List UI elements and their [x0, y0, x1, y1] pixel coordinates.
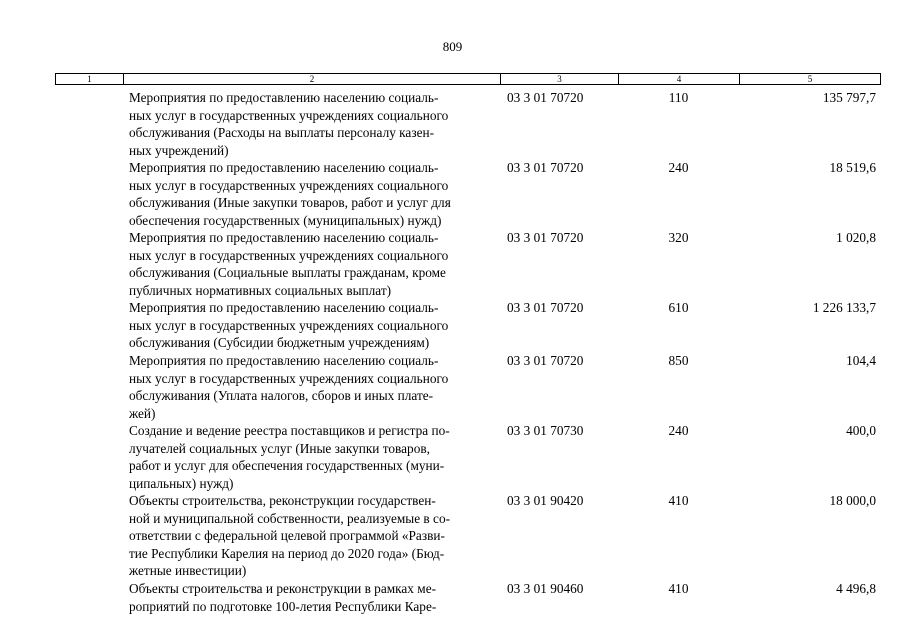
row-code: 03 3 01 70720	[507, 160, 584, 175]
row-description: Создание и ведение реестра поставщиков и регистра по- лучателей социальных услуг (Иные закупки товаров, работ и услуг для обеспечения государственных (муни- ципальных) нужд)	[129, 423, 450, 491]
row-code: 03 3 01 70720	[507, 90, 584, 105]
table-row	[0, 89, 905, 159]
header-col-3: 3	[501, 74, 619, 84]
row-expense-type: 240	[668, 423, 689, 438]
row-description: Мероприятия по предоставлению населению социаль- ных услуг в государственных учреждениях социального обслуживания (Социальные выплаты гражданам, кроме публичных нормативных социальных выплат)	[129, 230, 449, 298]
table-row	[0, 159, 905, 229]
row-amount: 400,0	[846, 423, 876, 438]
row-description: Мероприятия по предоставлению населению социаль- ных услуг в государственных учреждениях социального обслуживания (Расходы на выплаты персоналу казен- ных учреждений)	[129, 90, 449, 158]
header-col-2: 2	[124, 74, 501, 84]
row-amount: 18 519,6	[829, 160, 876, 175]
header-col-1: 1	[56, 74, 124, 84]
row-expense-type: 410	[668, 581, 689, 596]
table-row	[0, 229, 905, 299]
table-row	[0, 492, 905, 580]
row-description: Объекты строительства и реконструкции в рамках ме- роприятий по подготовке 100-летия Республики Каре-	[129, 581, 437, 614]
table-row	[0, 580, 905, 616]
row-code: 03 3 01 90460	[507, 581, 584, 596]
row-expense-type: 110	[668, 90, 689, 105]
row-expense-type: 240	[668, 160, 689, 175]
header-col-5: 5	[807, 74, 813, 84]
row-description: Объекты строительства, реконструкции государствен- ной и муниципальной собственности, реализуемые в со- ответствии с федеральной целевой программой «Разви- тие Республики Карелия на период до 2020 года» (Бюд- жетные инвестиции)	[129, 493, 451, 578]
row-description: Мероприятия по предоставлению населению социаль- ных услуг в государственных учреждениях социального обслуживания (Субсидии бюджетным учреждениям)	[129, 300, 449, 350]
table-header	[55, 73, 881, 85]
row-description: Мероприятия по предоставлению населению социаль- ных услуг в государственных учреждениях социального обслуживания (Иные закупки товаров, работ и услуг для обеспечения государственных (муниципальных) нужд)	[129, 160, 451, 228]
row-description: Мероприятия по предоставлению населению социаль- ных услуг в государственных учреждениях социального обслуживания (Уплата налогов, сборов и иных плате- жей)	[129, 353, 449, 421]
row-expense-type: 320	[668, 230, 689, 245]
row-amount: 18 000,0	[829, 493, 876, 508]
row-amount: 1 020,8	[836, 230, 876, 245]
header-col-4: 4	[619, 74, 740, 84]
row-amount: 135 797,7	[822, 90, 876, 105]
row-expense-type: 410	[668, 493, 689, 508]
page-number: 809	[442, 39, 463, 54]
row-expense-type: 850	[668, 353, 689, 368]
row-amount: 104,4	[846, 353, 876, 368]
table-row	[0, 422, 905, 492]
table-row	[0, 299, 905, 352]
row-amount: 1 226 133,7	[812, 300, 876, 315]
row-expense-type: 610	[668, 300, 689, 315]
row-amount: 4 496,8	[836, 581, 876, 596]
row-code: 03 3 01 90420	[507, 493, 584, 508]
row-code: 03 3 01 70720	[507, 353, 584, 368]
row-code: 03 3 01 70730	[507, 423, 584, 438]
table-body	[0, 89, 905, 616]
row-code: 03 3 01 70720	[507, 230, 584, 245]
table-row	[0, 352, 905, 422]
row-code: 03 3 01 70720	[507, 300, 584, 315]
